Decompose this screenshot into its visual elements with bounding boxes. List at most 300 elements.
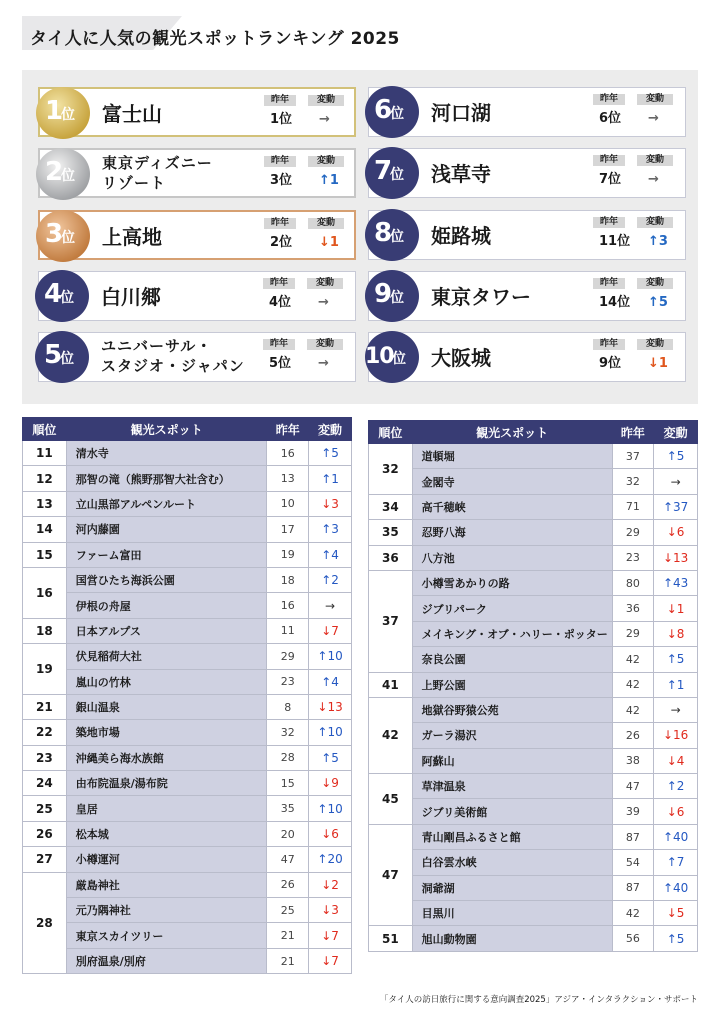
table-row [369, 672, 698, 697]
prev-year-label: 昨年 [264, 95, 296, 106]
prev-year-cell: 21 [267, 923, 309, 948]
table-row [369, 494, 698, 519]
spot-name-line: 河口湖 [431, 100, 491, 125]
rank-badge [36, 148, 90, 200]
table-row [369, 647, 698, 672]
rank-number: 5 [44, 340, 63, 370]
top-spot-card [368, 148, 686, 198]
rank-badge [36, 210, 90, 262]
col-header-rank: 順位 [23, 418, 67, 441]
rank-unit: 位 [60, 351, 74, 367]
spot-name [102, 150, 213, 196]
rank-cell: 18 [23, 618, 67, 643]
prev-year-cell: 18 [267, 567, 309, 592]
table-row [23, 491, 352, 516]
rank-change: ↑3 [648, 234, 668, 249]
rank-change: ↓1 [648, 356, 668, 371]
col-header-prev: 昨年 [612, 421, 654, 444]
prev-year-rank: 14位 [599, 295, 631, 310]
change-cell: → [654, 469, 698, 494]
rank-cell: 36 [369, 545, 413, 570]
table-row [23, 441, 352, 466]
prev-year-cell: 47 [612, 774, 654, 799]
prev-year-cell: 23 [267, 669, 309, 694]
prev-year-rank: 11位 [599, 234, 631, 249]
rank-number: 6 [374, 95, 393, 125]
top-spot-card [368, 87, 686, 137]
rank-cell: 28 [23, 872, 67, 974]
rank-number: 9 [374, 279, 393, 309]
spot-name-cell: 伏見稲荷大社 [66, 644, 267, 669]
rank-cell: 47 [369, 824, 413, 926]
spot-name-cell: 松本城 [66, 821, 267, 846]
change-cell: ↑5 [654, 647, 698, 672]
change-cell: ↓2 [309, 872, 352, 897]
change-cell: ↓6 [309, 821, 352, 846]
spot-name-cell: 青山剛昌ふるさと館 [412, 824, 612, 849]
change-cell: ↓5 [654, 901, 698, 926]
prev-year-cell: 10 [267, 491, 309, 516]
change-label: 変動 [308, 95, 344, 106]
prev-year-cell: 19 [267, 542, 309, 567]
prev-year-cell: 8 [267, 694, 309, 719]
change-cell: ↑2 [309, 567, 352, 592]
table-row [369, 748, 698, 773]
spot-name-line: ユニバーサル・ [101, 337, 213, 355]
spot-name-cell: ジブリパーク [412, 596, 612, 621]
spot-name-cell: 阿蘇山 [412, 748, 612, 773]
prev-year-label: 昨年 [264, 156, 296, 167]
prev-year-cell: 11 [267, 618, 309, 643]
change-cell: ↑20 [309, 847, 352, 872]
rank-cell: 21 [23, 694, 67, 719]
rank-cell: 11 [23, 441, 67, 466]
rank-unit: 位 [61, 107, 75, 123]
col-header-spot: 観光スポット [412, 421, 612, 444]
rank-cell: 37 [369, 570, 413, 672]
rank-badge [365, 209, 419, 261]
rank-change: ↑5 [648, 295, 668, 310]
spot-name-cell: 東京スカイツリー [66, 923, 267, 948]
spot-name-line: リゾート [102, 174, 167, 192]
table-row [23, 542, 352, 567]
table-row [23, 923, 352, 948]
prev-year-cell: 26 [267, 872, 309, 897]
top-spot-card [368, 271, 686, 321]
table-row [369, 774, 698, 799]
prev-year-cell: 32 [267, 720, 309, 745]
change-label: 変動 [308, 156, 344, 167]
prev-year-cell: 87 [612, 875, 654, 900]
spot-name-line: スタジオ・ジャパン [101, 357, 245, 375]
spot-name-cell: 伊根の舟屋 [66, 593, 267, 618]
rank-cell: 23 [23, 745, 67, 770]
table-row [369, 545, 698, 570]
col-header-prev: 昨年 [267, 418, 309, 441]
change-cell: ↑7 [654, 850, 698, 875]
rank-cell: 34 [369, 494, 413, 519]
top-spot-card [38, 271, 356, 321]
spot-name-line: 東京タワー [431, 284, 531, 309]
top-spot-card [368, 210, 686, 260]
spot-name-line: 白川郷 [101, 284, 161, 309]
spot-name-cell: 金閣寺 [412, 469, 612, 494]
change-cell: ↑40 [654, 824, 698, 849]
table-row [369, 469, 698, 494]
spot-name-cell: 築地市場 [66, 720, 267, 745]
change-cell: ↓3 [309, 898, 352, 923]
rank-number: 1 [45, 96, 64, 126]
col-header-change: 変動 [309, 418, 352, 441]
table-row [23, 847, 352, 872]
table-row [23, 567, 352, 592]
prev-year-cell: 47 [267, 847, 309, 872]
table-row [369, 596, 698, 621]
prev-year-cell: 13 [267, 466, 309, 491]
prev-year-cell: 32 [612, 469, 654, 494]
prev-year-cell: 39 [612, 799, 654, 824]
spot-name-cell: 厳島神社 [66, 872, 267, 897]
change-label: 変動 [308, 218, 344, 229]
table-row [23, 821, 352, 846]
prev-year-cell: 17 [267, 517, 309, 542]
rank-unit: 位 [390, 167, 404, 183]
rank-number: 8 [374, 218, 393, 248]
spot-name-line: 富士山 [102, 101, 162, 126]
prev-year-cell: 87 [612, 824, 654, 849]
change-cell: ↑1 [654, 672, 698, 697]
table-row [369, 926, 698, 951]
spot-name-cell: 由布院温泉/湯布院 [66, 771, 267, 796]
change-cell: ↑3 [309, 517, 352, 542]
table-row [369, 444, 698, 469]
table-row [369, 621, 698, 646]
source-note: 「タイ人の訪日旅行に関する意向調査2025」アジア・インタラクション・サポート [379, 995, 698, 1005]
rank-badge [35, 331, 89, 383]
prev-year-label: 昨年 [593, 339, 625, 350]
top-spot-card [38, 332, 356, 382]
change-cell: ↓3 [309, 491, 352, 516]
prev-year-label: 昨年 [593, 217, 625, 228]
rank-change: → [319, 112, 330, 127]
change-cell: ↓6 [654, 520, 698, 545]
spot-name-cell: 日本アルプス [66, 618, 267, 643]
rank-badge [35, 270, 89, 322]
change-cell: → [654, 697, 698, 722]
spot-name [431, 88, 491, 134]
change-cell: ↓13 [654, 545, 698, 570]
rank-number: 10 [365, 344, 394, 369]
prev-year-cell: 80 [612, 570, 654, 595]
change-cell: ↓1 [654, 596, 698, 621]
change-cell: → [309, 593, 352, 618]
table-row [23, 466, 352, 491]
table-row [369, 723, 698, 748]
change-cell: ↑10 [309, 720, 352, 745]
change-cell: ↓4 [654, 748, 698, 773]
rank-cell: 27 [23, 847, 67, 872]
rank-cell: 51 [369, 926, 413, 951]
change-cell: ↑5 [309, 745, 352, 770]
change-cell: ↑5 [309, 441, 352, 466]
spot-name-cell: 洞爺湖 [412, 875, 612, 900]
rank-cell: 22 [23, 720, 67, 745]
top-spot-card [38, 148, 356, 198]
change-cell: ↑1 [309, 466, 352, 491]
page-title: タイ人に人気の観光スポットランキング 2025 [30, 29, 400, 49]
rank-unit: 位 [390, 106, 404, 122]
prev-year-cell: 15 [267, 771, 309, 796]
prev-year-cell: 42 [612, 672, 654, 697]
rank-unit: 位 [60, 290, 74, 306]
prev-year-label: 昨年 [264, 218, 296, 229]
change-cell: ↓13 [309, 694, 352, 719]
rank-change: → [648, 111, 659, 126]
table-row [369, 824, 698, 849]
table-row [23, 669, 352, 694]
table-row [23, 796, 352, 821]
table-row [369, 799, 698, 824]
rank-badge [365, 331, 419, 383]
prev-year-rank: 6位 [599, 111, 622, 126]
prev-year-rank: 4位 [269, 295, 292, 310]
rank-badge [365, 270, 419, 322]
spot-name-cell: 沖縄美ら海水族館 [66, 745, 267, 770]
change-cell: ↓7 [309, 923, 352, 948]
rank-number: 2 [45, 157, 64, 187]
spot-name-cell: 銀山温泉 [66, 694, 267, 719]
rank-cell: 45 [369, 774, 413, 825]
spot-name [431, 149, 491, 195]
rank-change: ↓1 [319, 235, 339, 250]
spot-name [431, 211, 491, 257]
spot-name-cell: ガーラ湯沢 [412, 723, 612, 748]
prev-year-cell: 16 [267, 441, 309, 466]
spot-name [431, 333, 491, 379]
prev-year-cell: 42 [612, 647, 654, 672]
prev-year-cell: 20 [267, 821, 309, 846]
prev-year-cell: 36 [612, 596, 654, 621]
spot-name-cell: 清水寺 [66, 441, 267, 466]
rank-number: 4 [44, 279, 63, 309]
rank-unit: 位 [390, 290, 404, 306]
spot-name-line: 姫路城 [431, 223, 491, 248]
prev-year-cell: 16 [267, 593, 309, 618]
rank-unit: 位 [392, 351, 406, 367]
rank-cell: 13 [23, 491, 67, 516]
rank-cell: 32 [369, 444, 413, 495]
spot-name-cell: 元乃隅神社 [66, 898, 267, 923]
rank-cell: 14 [23, 517, 67, 542]
rank-badge [36, 87, 90, 139]
prev-year-cell: 29 [612, 621, 654, 646]
ranking-table-left [22, 417, 352, 974]
prev-year-cell: 54 [612, 850, 654, 875]
prev-year-cell: 28 [267, 745, 309, 770]
prev-year-cell: 21 [267, 948, 309, 973]
table-row [23, 694, 352, 719]
spot-name-cell: 嵐山の竹林 [66, 669, 267, 694]
prev-year-cell: 35 [267, 796, 309, 821]
spot-name-cell: 白谷雲水峡 [412, 850, 612, 875]
change-cell: ↑2 [654, 774, 698, 799]
prev-year-label: 昨年 [263, 278, 295, 289]
prev-year-cell: 42 [612, 901, 654, 926]
spot-name [102, 212, 162, 258]
rank-cell: 12 [23, 466, 67, 491]
spot-name [431, 272, 531, 318]
change-label: 変動 [637, 278, 673, 289]
table-row [369, 520, 698, 545]
rank-cell: 35 [369, 520, 413, 545]
spot-name-cell: 八方池 [412, 545, 612, 570]
rank-cell: 24 [23, 771, 67, 796]
table-row [23, 593, 352, 618]
change-label: 変動 [637, 217, 673, 228]
rank-badge [365, 147, 419, 199]
spot-name-cell: 地獄谷野猿公苑 [412, 697, 612, 722]
spot-name-cell: 小樽運河 [66, 847, 267, 872]
change-label: 変動 [637, 94, 673, 105]
rank-change: → [648, 172, 659, 187]
table-row [369, 901, 698, 926]
spot-name-cell: 高千穂峡 [412, 494, 612, 519]
rank-change: ↑1 [319, 173, 339, 188]
prev-year-cell: 42 [612, 697, 654, 722]
change-cell: ↑40 [654, 875, 698, 900]
table-row [23, 644, 352, 669]
prev-year-rank: 9位 [599, 356, 622, 371]
spot-name-cell: 上野公園 [412, 672, 612, 697]
table-row [369, 570, 698, 595]
prev-year-rank: 2位 [270, 235, 293, 250]
spot-name-cell: ファーム富田 [66, 542, 267, 567]
change-cell: ↓9 [309, 771, 352, 796]
change-cell: ↓8 [654, 621, 698, 646]
table-row [23, 517, 352, 542]
prev-year-rank: 1位 [270, 112, 293, 127]
rank-cell: 26 [23, 821, 67, 846]
change-cell: ↑37 [654, 494, 698, 519]
spot-name-cell: 別府温泉/別府 [66, 948, 267, 973]
prev-year-cell: 29 [267, 644, 309, 669]
prev-year-rank: 7位 [599, 172, 622, 187]
spot-name-cell: 立山黒部アルペンルート [66, 491, 267, 516]
prev-year-cell: 37 [612, 444, 654, 469]
prev-year-label: 昨年 [593, 278, 625, 289]
spot-name-line: 上高地 [102, 224, 162, 249]
change-cell: ↑4 [309, 669, 352, 694]
prev-year-cell: 71 [612, 494, 654, 519]
change-cell: ↑5 [654, 926, 698, 951]
table-row [369, 875, 698, 900]
prev-year-label: 昨年 [593, 155, 625, 166]
change-cell: ↑43 [654, 570, 698, 595]
table-row [369, 697, 698, 722]
spot-name-cell: 目黒川 [412, 901, 612, 926]
spot-name-cell: 旭山動物園 [412, 926, 612, 951]
col-header-change: 変動 [654, 421, 698, 444]
ranking-table-right [368, 420, 698, 952]
col-header-spot: 観光スポット [66, 418, 267, 441]
change-cell: ↑5 [654, 444, 698, 469]
col-header-rank: 順位 [369, 421, 413, 444]
table-row [23, 948, 352, 973]
change-label: 変動 [637, 155, 673, 166]
prev-year-rank: 3位 [270, 173, 293, 188]
spot-name-cell: 小樽雪あかりの路 [412, 570, 612, 595]
spot-name-cell: 那智の滝（熊野那智大社含む） [66, 466, 267, 491]
rank-change: → [318, 356, 329, 371]
spot-name-cell: メイキング・オブ・ハリー・ポッター [412, 621, 612, 646]
change-label: 変動 [307, 339, 343, 350]
change-label: 変動 [307, 278, 343, 289]
spot-name-cell: ジブリ美術館 [412, 799, 612, 824]
spot-name-cell: 奈良公園 [412, 647, 612, 672]
table-row [369, 850, 698, 875]
rank-cell: 19 [23, 644, 67, 695]
rank-cell: 16 [23, 567, 67, 618]
rank-number: 7 [374, 156, 393, 186]
table-row [23, 872, 352, 897]
rank-badge [365, 86, 419, 138]
spot-name [102, 89, 162, 135]
spot-name-line: 浅草寺 [431, 161, 491, 186]
top-spot-card [38, 210, 356, 260]
change-cell: ↓6 [654, 799, 698, 824]
rank-cell: 42 [369, 697, 413, 773]
table-row [23, 745, 352, 770]
spot-name [101, 333, 245, 379]
table-row [23, 618, 352, 643]
rank-unit: 位 [61, 168, 75, 184]
change-cell: ↑10 [309, 644, 352, 669]
rank-unit: 位 [390, 229, 404, 245]
spot-name [101, 272, 161, 318]
rank-cell: 25 [23, 796, 67, 821]
prev-year-cell: 56 [612, 926, 654, 951]
prev-year-label: 昨年 [593, 94, 625, 105]
spot-name-cell: 皇居 [66, 796, 267, 821]
rank-number: 3 [45, 219, 64, 249]
prev-year-cell: 26 [612, 723, 654, 748]
top-spot-card [365, 332, 686, 382]
top-spot-card [38, 87, 356, 137]
top10-panel [22, 70, 698, 404]
change-cell: ↑10 [309, 796, 352, 821]
prev-year-rank: 5位 [269, 356, 292, 371]
spot-name-cell: 忍野八海 [412, 520, 612, 545]
change-cell: ↓7 [309, 618, 352, 643]
spot-name-cell: 草津温泉 [412, 774, 612, 799]
change-cell: ↓7 [309, 948, 352, 973]
spot-name-cell: 道頓堀 [412, 444, 612, 469]
prev-year-cell: 23 [612, 545, 654, 570]
rank-change: → [318, 295, 329, 310]
rank-cell: 41 [369, 672, 413, 697]
spot-name-cell: 国営ひたち海浜公園 [66, 567, 267, 592]
prev-year-cell: 29 [612, 520, 654, 545]
rank-unit: 位 [61, 230, 75, 246]
prev-year-cell: 25 [267, 898, 309, 923]
spot-name-cell: 河内藤園 [66, 517, 267, 542]
spot-name-line: 大阪城 [431, 345, 491, 370]
change-label: 変動 [637, 339, 673, 350]
prev-year-label: 昨年 [263, 339, 295, 350]
change-cell: ↓16 [654, 723, 698, 748]
table-row [23, 771, 352, 796]
table-row [23, 720, 352, 745]
